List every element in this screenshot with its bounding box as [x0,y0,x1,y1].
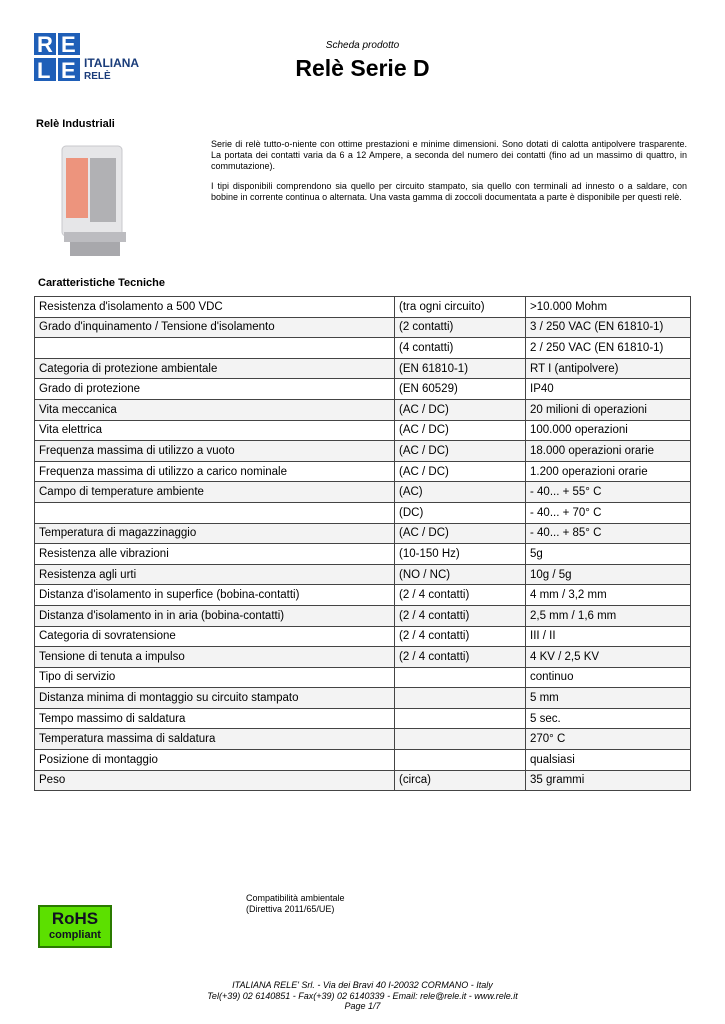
compat-line: Compatibilità ambientale [246,893,345,903]
spec-name: Tensione di tenuta a impulso [35,647,395,668]
spec-condition [395,688,526,709]
spec-condition: (EN 60529) [395,379,526,400]
spec-value: 5 mm [526,688,691,709]
spec-name: Temperatura di magazzinaggio [35,523,395,544]
svg-text:E: E [61,33,76,57]
table-row [35,688,691,709]
environmental-compatibility [246,893,345,915]
table-row [35,502,691,523]
spec-value: 3 / 250 VAC (EN 61810-1) [526,317,691,338]
spec-condition [395,667,526,688]
document-subtitle: Scheda prodotto [325,40,400,51]
spec-value: 10g / 5g [526,564,691,585]
table-row [35,297,691,318]
spec-name: Categoria di protezione ambientale [35,358,395,379]
table-row [35,626,691,647]
spec-condition: (AC / DC) [395,399,526,420]
spec-name: Grado di protezione [35,379,395,400]
table-row [35,750,691,771]
spec-name: Temperatura massima di saldatura [35,729,395,750]
spec-name: Tempo massimo di saldatura [35,708,395,729]
relay-product-image [34,138,158,260]
spec-name: Distanza d'isolamento in superfice (bobina-contatti) [35,585,395,606]
description-paragraph: Serie di relè tutto-o-niente con ottime prestazioni e minime dimensioni. Sono dotati di calotta antipolvere trasparente. La portata dei contatti varia da 6 a 12 Ampere, a seconda del numero dei contatti (fino ad un massimo di quattro, in commutazione). [211,139,687,171]
spec-name: Resistenza agli urti [35,564,395,585]
spec-value: qualsiasi [526,750,691,771]
svg-text:RELÈ: RELÈ [84,71,111,82]
spec-value: 1.200 operazioni orarie [526,461,691,482]
table-row [35,667,691,688]
svg-text:R: R [37,33,53,57]
rohs-label: RoHS [51,909,99,928]
spec-condition: (2 / 4 contatti) [395,626,526,647]
table-row [35,338,691,359]
spec-name: Frequenza massima di utilizzo a carico nominale [35,461,395,482]
footer-address: ITALIANA RELE' Srl. - Via dei Bravi 40 I-20032 CORMANO - Italy [232,980,493,990]
spec-condition: (AC / DC) [395,441,526,462]
spec-name: Resistenza d'isolamento a 500 VDC [35,297,395,318]
spec-name: Distanza d'isolamento in in aria (bobina-contatti) [35,605,395,626]
table-row [35,605,691,626]
spec-condition: (AC / DC) [395,420,526,441]
specs-title: Caratteristiche Tecniche [38,277,165,289]
product-description [211,139,687,212]
spec-name: Peso [35,770,395,791]
table-row [35,585,691,606]
footer-contacts: Tel(+39) 02 6140851 - Fax(+39) 02 6140339 - Email: rele@rele.it - www.rele.it [207,990,518,1001]
spec-name: Vita meccanica [35,399,395,420]
spec-value: 5 sec. [526,708,691,729]
spec-condition: (NO / NC) [395,564,526,585]
compat-directive: (Direttiva 2011/65/UE) [246,904,335,914]
table-row [35,379,691,400]
spec-condition: (2 contatti) [395,317,526,338]
page-footer [0,980,725,1012]
spec-value: 35 grammi [526,770,691,791]
svg-text:E: E [61,58,76,83]
spec-name: Distanza minima di montaggio su circuito stampato [35,688,395,709]
page-number: Page 1/7 [344,1001,381,1011]
spec-value: continuo [526,667,691,688]
spec-value: IP40 [526,379,691,400]
spec-value: 20 milioni di operazioni [526,399,691,420]
specs-table [34,296,691,791]
spec-value: - 40... + 85° C [526,523,691,544]
spec-condition: (10-150 Hz) [395,544,526,565]
table-row [35,399,691,420]
spec-condition [395,708,526,729]
table-row [35,358,691,379]
spec-value: 5g [526,544,691,565]
table-row [35,461,691,482]
spec-condition: (2 / 4 contatti) [395,647,526,668]
rohs-compliant-label: compliant [49,929,101,941]
spec-condition [395,729,526,750]
spec-name: Vita elettrica [35,420,395,441]
table-row [35,441,691,462]
spec-condition: (EN 61810-1) [395,358,526,379]
spec-value: 100.000 operazioni [526,420,691,441]
spec-value: 4 mm / 3,2 mm [526,585,691,606]
svg-text:L: L [37,58,51,83]
spec-condition: (AC) [395,482,526,503]
spec-value: - 40... + 55° C [526,482,691,503]
spec-condition: (circa) [395,770,526,791]
section-title: Relè Industriali [36,118,115,130]
spec-condition: (4 contatti) [395,338,526,359]
table-row [35,420,691,441]
spec-name: Frequenza massima di utilizzo a vuoto [35,441,395,462]
spec-value: 2 / 250 VAC (EN 61810-1) [526,338,691,359]
spec-value: - 40... + 70° C [526,502,691,523]
spec-name: Posizione di montaggio [35,750,395,771]
table-row [35,317,691,338]
spec-condition: (2 / 4 contatti) [395,605,526,626]
table-row [35,708,691,729]
spec-value: 2,5 mm / 1,6 mm [526,605,691,626]
spec-condition: (AC / DC) [395,461,526,482]
table-row [35,523,691,544]
spec-condition [395,750,526,771]
spec-value: 270° C [526,729,691,750]
spec-name: Resistenza alle vibrazioni [35,544,395,565]
table-row [35,482,691,503]
spec-name: Campo di temperature ambiente [35,482,395,503]
spec-value: 18.000 operazioni orarie [526,441,691,462]
spec-value: RT I (antipolvere) [526,358,691,379]
spec-name: Tipo di servizio [35,667,395,688]
svg-text:ITALIANA: ITALIANA [84,56,140,70]
table-row [35,647,691,668]
spec-name: Categoria di sovratensione [35,626,395,647]
description-paragraph: I tipi disponibili comprendono sia quello per circuito stampato, sia quello con terminali ad innesto o a saldare, con bobine in corrente continua o alternata. Una vasta gamma di zoccoli documentata a parte è disponibile per questi relè. [211,181,687,202]
spec-name [35,502,395,523]
spec-condition: (2 / 4 contatti) [395,585,526,606]
table-row [35,564,691,585]
spec-value: >10.000 Mohm [526,297,691,318]
page-title: Relè Serie D [295,55,430,81]
spec-name: Grado d'inquinamento / Tensione d'isolamento [35,317,395,338]
spec-condition: (tra ogni circuito) [395,297,526,318]
table-row [35,770,691,791]
spec-condition: (AC / DC) [395,523,526,544]
table-row [35,729,691,750]
spec-name [35,338,395,359]
spec-value: 4 KV / 2,5 KV [526,647,691,668]
spec-value: III / II [526,626,691,647]
rohs-badge [38,905,112,948]
spec-condition: (DC) [395,502,526,523]
table-row [35,544,691,565]
